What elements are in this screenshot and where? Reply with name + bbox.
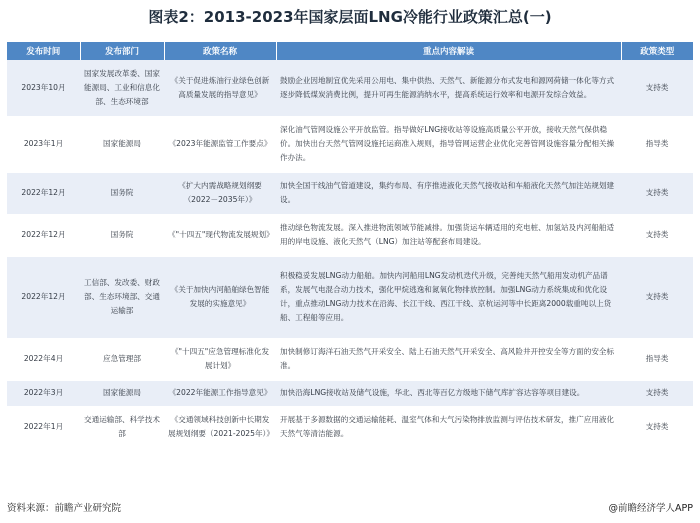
cell-date: 2022年1月 [7,406,80,448]
cell-type: 支持类 [621,406,693,448]
cell-type: 支持类 [621,214,693,256]
cell-content: 鼓励企业因地制宜优先采用公用电、集中供热、天然气、新能源分布式发电和源网荷储一体化等方式逐步降低煤炭消费比例，提升可再生能源消纳水平，提高系统运行效率和电源开发综合效益。 [276,60,621,116]
cell-date: 2022年12月 [7,214,80,256]
header-date: 发布时间 [7,42,80,60]
cell-type: 指导类 [621,116,693,172]
cell-date: 2023年1月 [7,116,80,172]
cell-date: 2023年10月 [7,60,80,116]
cell-content: 推动绿色物流发展。深入推进物流领域节能减排。加强货运车辆适用的充电桩、加氢站及内河船舶适用的岸电设施、液化天然气（LNG）加注站等配套布局建设。 [276,214,621,256]
header-dept: 发布部门 [80,42,164,60]
cell-date: 2022年12月 [7,256,80,338]
cell-dept: 国务院 [80,172,164,214]
cell-dept: 国务院 [80,214,164,256]
cell-dept: 工信部、发改委、财政部、生态环境部、交通运输部 [80,256,164,338]
table-row [7,116,693,172]
cell-dept: 国家发展改革委、国家能源局、工业和信息化部、生态环境部 [80,60,164,116]
cell-policy: 《2023年能源监管工作要点》 [164,116,276,172]
cell-date: 2022年4月 [7,338,80,380]
cell-content: 加快制修订海洋石油天然气开采安全、陆上石油天然气开采安全、高风险井开控安全等方面的安全标准。 [276,338,621,380]
cell-policy: 《关于加快内河船舶绿色智能发展的实施意见》 [164,256,276,338]
cell-type: 支持类 [621,60,693,116]
cell-policy: 《"十四五"现代物流发展规划》 [164,214,276,256]
footer [7,498,693,518]
source-note: 资料来源：前瞻产业研究院 [7,503,122,514]
cell-content: 开展基于多源数据的交通运输能耗、温室气体和大气污染物排放监测与评估技术研发，推广应用液化天然气等清洁能源。 [276,406,621,448]
cell-policy: 《关于促进炼油行业绿色创新高质量发展的指导意见》 [164,60,276,116]
header-policy: 政策名称 [164,42,276,60]
cell-dept: 国家能源局 [80,116,164,172]
cell-policy: 《2022年能源工作指导意见》 [164,380,276,406]
cell-content: 加快全国干线油气管道建设，集约布局、有序推进液化天然气接收站和车船液化天然气加注站规划建设。 [276,172,621,214]
cell-dept: 国家能源局 [80,380,164,406]
cell-dept: 交通运输部、科学技术部 [80,406,164,448]
brand-credit [609,500,693,514]
cell-date: 2022年12月 [7,172,80,214]
cell-dept: 应急管理部 [80,338,164,380]
table-row [7,60,693,116]
table-row [7,172,693,214]
cell-date: 2022年3月 [7,380,80,406]
brand-credit-text: @前瞻经济学人APP [608,503,693,514]
table-row [7,380,693,406]
cell-type: 支持类 [621,256,693,338]
cell-content: 深化油气管网设施公平开放监管。指导做好LNG接收站等设施高质量公平开放，接收天然气保供稳价。加快出台天然气管网设施托运商准入规则，指导管网运营企业优化完善管网设施容量分配相关操作办法。 [276,116,621,172]
table-row [7,256,693,338]
cell-type: 支持类 [621,380,693,406]
cell-type: 支持类 [621,172,693,214]
table-header-row [7,42,693,60]
cell-type: 指导类 [621,338,693,380]
cell-policy: 《扩大内需战略规划纲要（2022－2035年）》 [164,172,276,214]
table-row [7,338,693,380]
table-row [7,214,693,256]
chart-title: 图表2：2013-2023年国家层面LNG冷能行业政策汇总(一) [148,8,552,26]
table-row [7,406,693,448]
policy-table [7,42,693,449]
cell-content: 加快沿海LNG接收站及储气设施，华北、西北等百亿方级地下储气库扩容达容等项目建设。 [276,380,621,406]
header-content: 重点内容解读 [276,42,621,60]
cell-policy: 《"十四五"应急管理标准化发展计划》 [164,338,276,380]
cell-policy: 《交通领域科技创新中长期发展规划纲要（2021-2025年）》 [164,406,276,448]
header-type: 政策类型 [621,42,693,60]
cell-content: 积极稳妥发展LNG动力船舶。加快内河船用LNG发动机迭代升级，完善纯天然气船用发动机产品谱系，发展气电混合动力技术，强化甲烷逃逸和氮氧化物排放控制。加强LNG动力系统集成和优化设计，重点推动LNG动力技术在沿海、长江干线、西江干线、京杭运河等中长距离2000载重吨以上货船、工程船等应用。 [276,256,621,338]
